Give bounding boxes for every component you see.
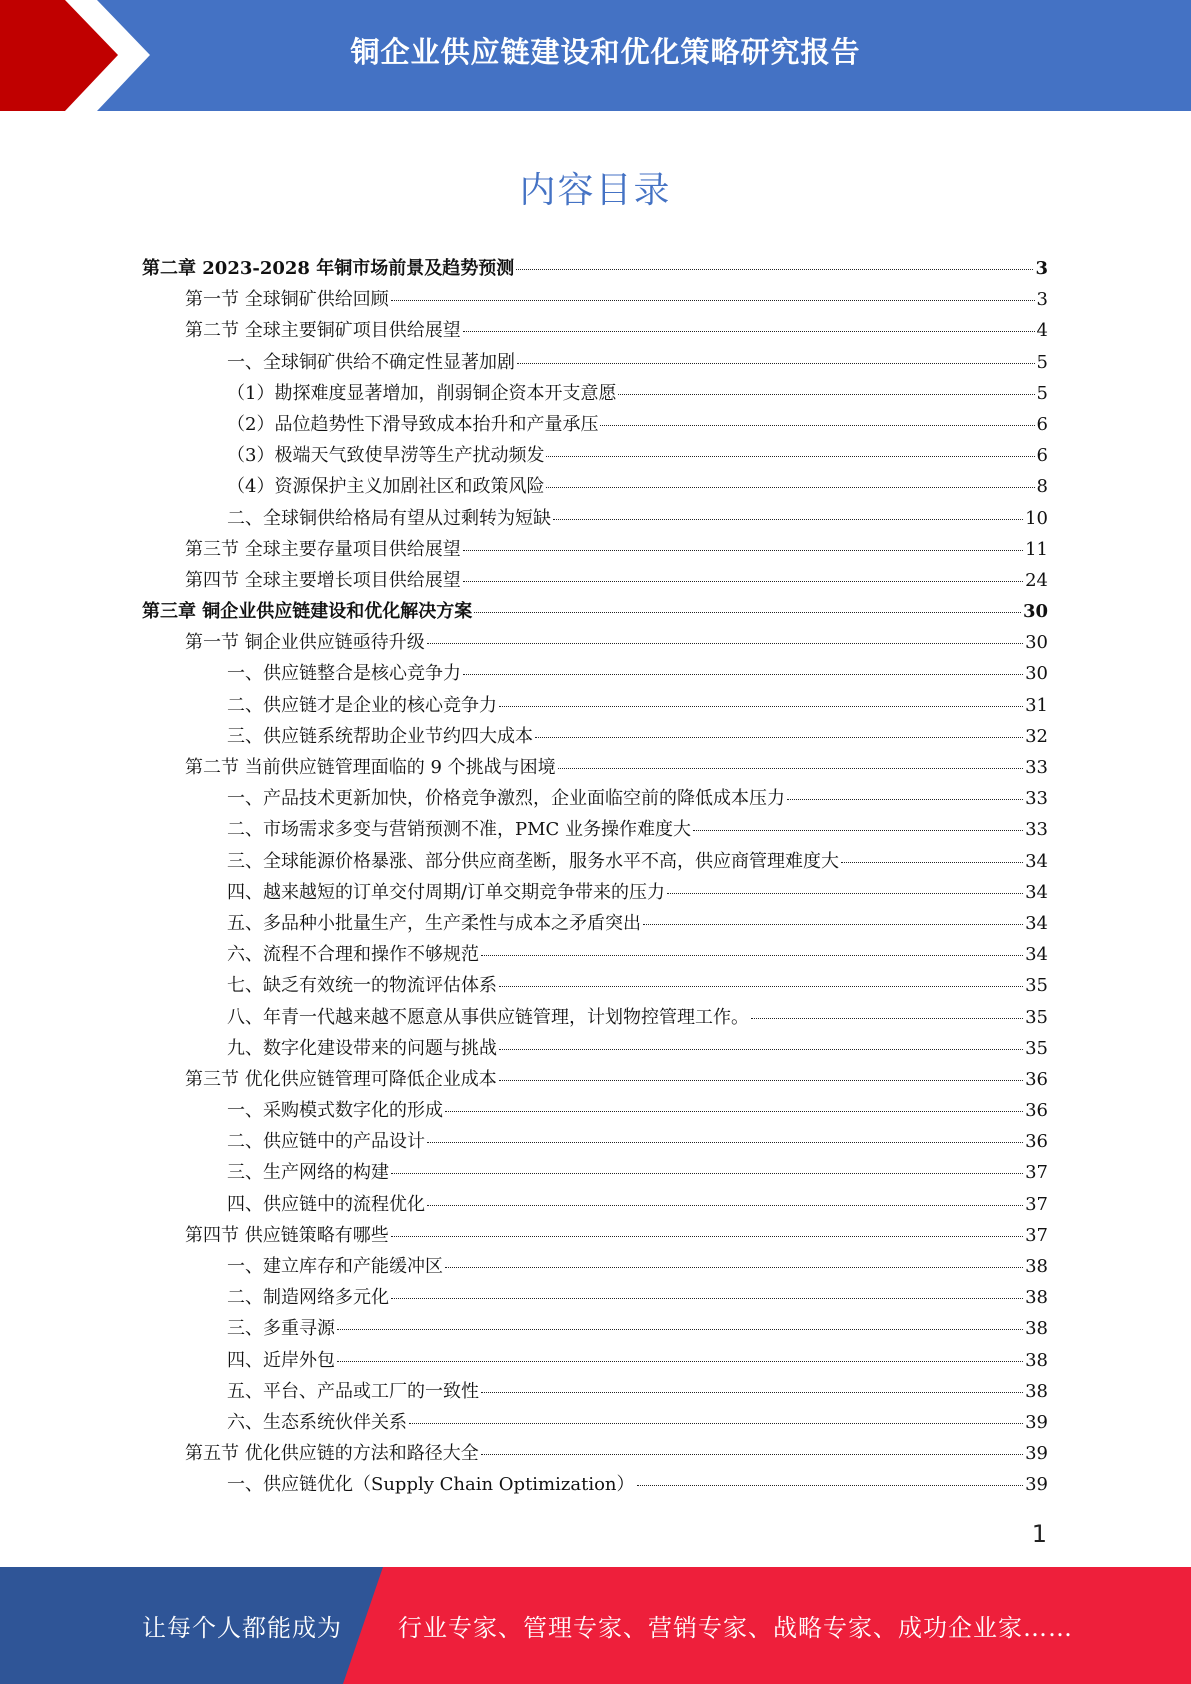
page-header	[0, 0, 1191, 111]
toc-leader-dots	[391, 1298, 1023, 1299]
toc-leader-dots	[445, 1267, 1023, 1268]
toc-entry-title: 二、全球铜供给格局有望从过剩转为短缺	[227, 507, 551, 529]
toc-leader-dots	[337, 1329, 1023, 1330]
toc-leader-dots	[463, 674, 1023, 675]
toc-entry[interactable]	[142, 1126, 1048, 1157]
toc-entry[interactable]	[142, 1438, 1048, 1469]
toc-entry[interactable]	[142, 347, 1048, 378]
toc-leader-dots	[391, 1173, 1023, 1174]
toc-entry-page: 30	[1022, 601, 1048, 623]
toc-leader-dots	[643, 924, 1023, 925]
toc-entry-title: 一、产品技术更新加快，价格竞争激烈，企业面临空前的降低成本压力	[227, 788, 785, 810]
toc-leader-dots	[558, 768, 1023, 769]
toc-entry-page: 37	[1025, 1162, 1048, 1184]
toc-leader-dots	[427, 643, 1023, 644]
table-of-contents	[142, 253, 1048, 1501]
toc-entry-title: 第一节 铜企业供应链亟待升级	[185, 632, 425, 654]
toc-entry[interactable]	[142, 1064, 1048, 1095]
toc-leader-dots	[337, 1361, 1023, 1362]
toc-entry[interactable]	[142, 1376, 1048, 1407]
toc-entry[interactable]	[142, 752, 1048, 783]
toc-leader-dots	[463, 550, 1023, 551]
toc-entry[interactable]	[142, 1002, 1048, 1033]
page-number: 1	[1031, 1520, 1047, 1548]
toc-entry[interactable]	[142, 908, 1048, 939]
toc-entry-title: （3）极端天气致使旱涝等生产扰动频发	[227, 445, 545, 467]
toc-entry[interactable]	[142, 409, 1048, 440]
toc-entry[interactable]	[142, 1189, 1048, 1220]
toc-entry-page: 35	[1025, 1006, 1048, 1028]
toc-entry-title: 第三节 全球主要存量项目供给展望	[185, 538, 461, 560]
toc-entry[interactable]	[142, 440, 1048, 471]
toc-entry[interactable]	[142, 1282, 1048, 1313]
toc-entry[interactable]	[142, 970, 1048, 1001]
toc-entry-page: 34	[1025, 850, 1048, 872]
toc-entry-title: 第三节 优化供应链管理可降低企业成本	[185, 1068, 497, 1090]
toc-entry-page: 31	[1025, 694, 1048, 716]
toc-leader-dots	[499, 1080, 1023, 1081]
toc-entry-title: 三、全球能源价格暴涨、部分供应商垄断，服务水平不高，供应商管理难度大	[227, 850, 839, 872]
toc-entry-title: （2）品位趋势性下滑导致成本抬升和产量承压	[227, 413, 599, 435]
toc-entry-page: 35	[1025, 975, 1048, 997]
toc-leader-dots	[693, 830, 1023, 831]
toc-entry-title: 第一节 全球铜矿供给回顾	[185, 289, 389, 311]
toc-entry-title: 四、越来越短的订单交付周期/订单交期竞争带来的压力	[227, 881, 666, 903]
toc-entry-page: 36	[1025, 1131, 1048, 1153]
toc-entry-title: （1）勘探难度显著增加，削弱铜企资本开支意愿	[227, 382, 617, 404]
toc-entry-page: 3	[1036, 289, 1048, 311]
toc-entry-page: 35	[1025, 1037, 1048, 1059]
toc-entry-page: 24	[1025, 569, 1048, 591]
toc-entry-title: 一、建立库存和产能缓冲区	[227, 1256, 443, 1277]
toc-entry[interactable]	[142, 939, 1048, 970]
toc-entry-page: 30	[1025, 632, 1048, 654]
toc-leader-dots	[481, 955, 1023, 956]
toc-entry[interactable]	[142, 1407, 1048, 1438]
toc-leader-dots	[499, 1049, 1023, 1050]
toc-entry-page: 34	[1025, 944, 1048, 966]
toc-entry-page: 3	[1035, 258, 1048, 279]
toc-entry[interactable]	[142, 1469, 1048, 1500]
toc-entry-page: 34	[1025, 881, 1048, 903]
toc-leader-dots	[427, 1142, 1023, 1143]
toc-leader-dots	[499, 986, 1023, 987]
toc-entry[interactable]	[142, 1345, 1048, 1376]
toc-entry-page: 30	[1025, 663, 1048, 685]
toc-entry-title: （4）资源保护主义加剧社区和政策风险	[227, 476, 545, 498]
toc-leader-dots	[481, 1454, 1023, 1455]
toc-entry-page: 38	[1025, 1256, 1048, 1277]
toc-entry-title: 第二节 当前供应链管理面临的 9 个挑战与困境	[185, 757, 556, 778]
toc-leader-dots	[391, 300, 1035, 301]
toc-entry-page: 38	[1025, 1287, 1048, 1309]
toc-entry-title: 四、近岸外包	[227, 1349, 335, 1371]
footer-slogan-right: 行业专家、管理专家、营销专家、战略专家、成功企业家……	[398, 1614, 1073, 1642]
toc-entry-page: 5	[1036, 351, 1048, 373]
toc-entry[interactable]	[142, 690, 1048, 721]
toc-entry-page: 10	[1025, 507, 1048, 529]
toc-entry-title: 三、多重寻源	[227, 1318, 335, 1340]
toc-entry[interactable]	[142, 814, 1048, 845]
toc-entry-title: 第三章 铜企业供应链建设和优化解决方案	[142, 601, 473, 623]
toc-entry-page: 34	[1025, 912, 1048, 934]
toc-leader-dots	[427, 1205, 1023, 1206]
header-title: 铜企业供应链建设和优化策略研究报告	[350, 34, 861, 69]
toc-entry-title: 第五节 优化供应链的方法和路径大全	[185, 1443, 479, 1465]
toc-entry-page: 11	[1025, 538, 1048, 560]
toc-entry-page: 6	[1036, 445, 1048, 467]
toc-entry-title: 第二节 全球主要铜矿项目供给展望	[185, 320, 461, 342]
toc-leader-dots	[546, 456, 1034, 457]
toc-leader-dots	[391, 1236, 1023, 1237]
toc-entry-page: 39	[1025, 1411, 1048, 1433]
toc-entry-title: 三、供应链系统帮助企业节约四大成本	[227, 725, 533, 747]
toc-leader-dots	[409, 1423, 1023, 1424]
toc-entry-title: 二、制造网络多元化	[227, 1287, 389, 1309]
toc-entry[interactable]	[142, 534, 1048, 565]
toc-entry-title: 二、供应链才是企业的核心竞争力	[227, 694, 497, 716]
toc-leader-dots	[474, 612, 1021, 613]
toc-entry-page: 6	[1036, 413, 1048, 435]
toc-entry[interactable]	[142, 1313, 1048, 1344]
toc-entry-page: 33	[1025, 757, 1048, 778]
toc-leader-dots	[463, 581, 1023, 582]
toc-entry-title: 二、供应链中的产品设计	[227, 1131, 425, 1153]
toc-entry[interactable]	[142, 877, 1048, 908]
toc-leader-dots	[546, 487, 1034, 488]
toc-leader-dots	[535, 737, 1023, 738]
toc-leader-dots	[553, 519, 1023, 520]
toc-entry-title: 四、供应链中的流程优化	[227, 1193, 425, 1215]
toc-entry-page: 37	[1025, 1193, 1048, 1215]
toc-leader-dots	[841, 862, 1023, 863]
toc-entry-page: 38	[1025, 1380, 1048, 1402]
toc-entry-title: 一、供应链整合是核心竞争力	[227, 663, 461, 685]
toc-entry-page: 37	[1025, 1224, 1048, 1246]
toc-entry[interactable]	[142, 284, 1048, 315]
toc-leader-dots	[600, 425, 1034, 426]
toc-entry-title: 六、流程不合理和操作不够规范	[227, 944, 479, 966]
toc-entry[interactable]	[142, 1220, 1048, 1251]
toc-entry-page: 8	[1036, 476, 1048, 498]
toc-entry-title: 第四节 全球主要增长项目供给展望	[185, 569, 461, 591]
toc-entry[interactable]	[142, 846, 1048, 877]
toc-entry-title: 一、全球铜矿供给不确定性显著加剧	[227, 351, 515, 373]
toc-entry-title: 三、生产网络的构建	[227, 1162, 389, 1184]
toc-entry[interactable]	[142, 503, 1048, 534]
toc-entry-page: 5	[1036, 382, 1048, 404]
toc-entry-page: 39	[1025, 1443, 1048, 1465]
toc-entry-page: 38	[1025, 1349, 1048, 1371]
toc-entry[interactable]	[142, 378, 1048, 409]
toc-entry[interactable]	[142, 1033, 1048, 1064]
toc-leader-dots	[517, 363, 1035, 364]
footer-slogan-left: 让每个人都能成为	[142, 1614, 342, 1642]
toc-leader-dots	[787, 799, 1023, 800]
toc-entry[interactable]	[142, 1251, 1048, 1282]
toc-entry[interactable]	[142, 565, 1048, 596]
toc-entry[interactable]	[142, 658, 1048, 689]
toc-heading: 内容目录	[519, 170, 672, 211]
toc-entry-title: 七、缺乏有效统一的物流评估体系	[227, 975, 497, 997]
toc-entry-title: 六、生态系统伙伴关系	[227, 1411, 407, 1433]
toc-entry-page: 4	[1036, 320, 1048, 342]
toc-entry-title: 二、市场需求多变与营销预测不准，PMC 业务操作难度大	[227, 819, 692, 841]
toc-leader-dots	[499, 706, 1023, 707]
toc-entry-page: 39	[1025, 1474, 1048, 1496]
toc-leader-dots	[445, 1111, 1023, 1112]
toc-entry[interactable]	[142, 253, 1048, 284]
toc-entry-title: 一、采购模式数字化的形成	[227, 1100, 443, 1122]
toc-leader-dots	[751, 1018, 1023, 1019]
toc-entry-title: 五、多品种小批量生产，生产柔性与成本之矛盾突出	[227, 912, 641, 934]
toc-entry-title: 一、供应链优化（Supply Chain Optimization）	[227, 1474, 635, 1496]
toc-leader-dots	[481, 1392, 1023, 1393]
toc-entry[interactable]	[142, 721, 1048, 752]
toc-entry-title: 第四节 供应链策略有哪些	[185, 1224, 389, 1246]
toc-entry-title: 八、年青一代越来越不愿意从事供应链管理，计划物控管理工作。	[227, 1006, 749, 1028]
toc-entry-title: 第二章 2023-2028 年铜市场前景及趋势预测	[142, 258, 515, 279]
toc-entry[interactable]	[142, 315, 1048, 346]
toc-leader-dots	[463, 331, 1035, 332]
toc-entry-page: 36	[1025, 1068, 1048, 1090]
toc-entry-title: 五、平台、产品或工厂的一致性	[227, 1380, 479, 1402]
toc-entry-page: 32	[1025, 725, 1048, 747]
toc-entry[interactable]	[142, 783, 1048, 814]
toc-entry-page: 36	[1025, 1100, 1048, 1122]
toc-entry[interactable]	[142, 1157, 1048, 1188]
toc-entry-page: 33	[1025, 819, 1048, 841]
toc-leader-dots	[667, 893, 1023, 894]
toc-entry[interactable]	[142, 1095, 1048, 1126]
toc-entry[interactable]	[142, 596, 1048, 627]
toc-entry-page: 38	[1025, 1318, 1048, 1340]
toc-leader-dots	[516, 269, 1033, 270]
toc-entry-page: 33	[1025, 788, 1048, 810]
toc-leader-dots	[618, 394, 1034, 395]
toc-entry[interactable]	[142, 627, 1048, 658]
toc-entry-title: 九、数字化建设带来的问题与挑战	[227, 1037, 497, 1059]
page-footer	[0, 1567, 1191, 1684]
toc-entry[interactable]	[142, 471, 1048, 502]
toc-leader-dots	[637, 1485, 1024, 1486]
